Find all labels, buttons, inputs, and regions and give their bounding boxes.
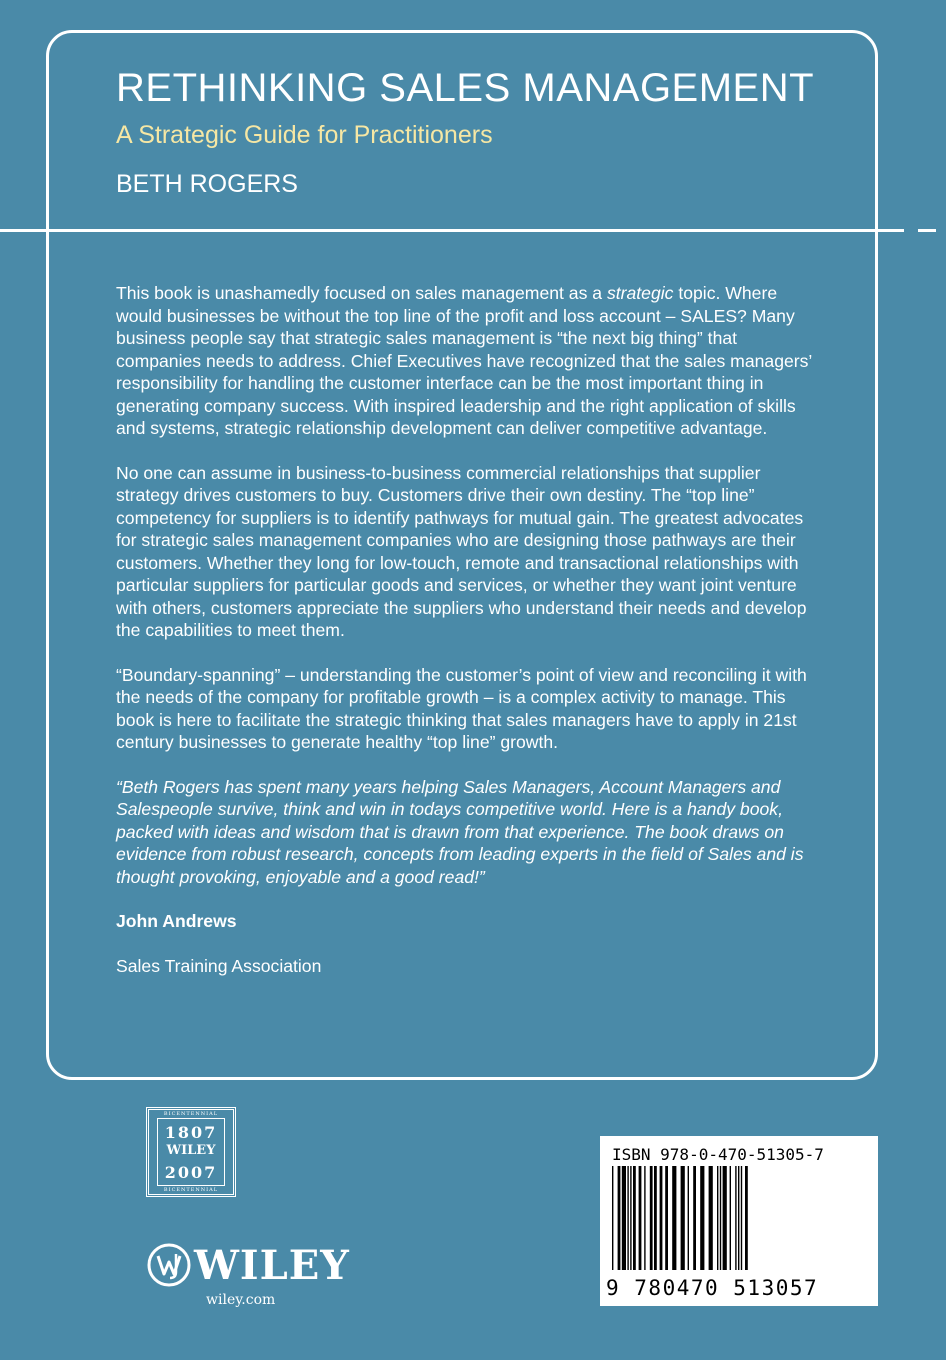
barcode-bar	[745, 1166, 748, 1270]
bicentennial-brand: WILEY	[166, 1143, 216, 1158]
barcode-bar	[633, 1166, 636, 1270]
isbn-label: ISBN 978-0-470-51305-7	[612, 1145, 824, 1164]
wiley-jw-icon	[146, 1242, 192, 1288]
barcode-digits: 9 780470 513057	[606, 1276, 819, 1300]
testimonial-name: John Andrews	[116, 911, 237, 931]
bicentennial-ring-text-bottom: BICENTENNIAL	[163, 1187, 219, 1193]
barcode-bar	[735, 1166, 736, 1270]
testimonial-quote: “Beth Rogers has spent many years helping Sales Managers, Account Managers and Salespeople survive, think and win in todays competitive world. Here is a handy book, packed with ideas and wisdom that is drawn from that experience. The book draws on evidence from robust research, concepts from leading experts in the field of Sales and is thought provoking, enjoyable and a good read!”	[116, 776, 804, 887]
barcode-panel	[600, 1136, 878, 1306]
barcode-bar	[654, 1166, 657, 1270]
barcode-bar	[738, 1166, 739, 1270]
barcode-bar	[660, 1166, 663, 1270]
blurb-p1-end: topic. Where would businesses be without the top line of the profit and loss account – SALES? Many business people say that strategic sales management is “the next big thing” that companies needs to address. Chief Executives have recognized that the sales managers’ responsibility for handling the customer interface can be the most important thing in generating company success. With inspired leadership and the right application of skills and systems, strategic relationship development can deliver competitive advantage.	[116, 283, 812, 438]
bicentennial-year-start: 1807	[164, 1123, 218, 1142]
barcode-bar	[612, 1166, 613, 1270]
book-author: BETH ROGERS	[116, 170, 298, 198]
barcode-bar	[644, 1166, 645, 1270]
barcode-bar	[630, 1166, 631, 1270]
publisher-name: WILEY	[194, 1241, 350, 1289]
barcode-bar	[717, 1166, 718, 1270]
divider-dash	[918, 229, 936, 232]
barcode-bar	[720, 1166, 721, 1270]
testimonial-organization: Sales Training Association	[116, 955, 322, 976]
barcode-bar	[618, 1166, 621, 1270]
header-divider	[0, 229, 904, 232]
barcode-bar	[622, 1166, 626, 1270]
barcode-bar	[639, 1166, 642, 1270]
barcode-bar	[700, 1166, 704, 1270]
publisher-url: wiley.com	[206, 1292, 276, 1308]
blurb	[116, 282, 816, 999]
wiley-logo	[146, 1240, 350, 1290]
blurb-paragraph-1	[116, 282, 816, 440]
barcode-bar	[709, 1166, 713, 1270]
barcode-bar	[672, 1166, 676, 1270]
barcode-bar	[665, 1166, 668, 1270]
barcode-bars	[612, 1166, 866, 1276]
bicentennial-logo	[146, 1107, 236, 1197]
book-title: RETHINKING SALES MANAGEMENT	[116, 66, 815, 110]
bicentennial-year-end: 2007	[164, 1163, 218, 1182]
barcode-bar	[730, 1166, 731, 1270]
blurb-paragraph-3: “Boundary-spanning” – understanding the customer’s point of view and reconciling it with the needs of the company for profitable growth – is a complex activity to manage. This book is here to facilitate the strategic thinking that sales managers have to apply in 21st century businesses to generate healthy “top line” growth.	[116, 664, 807, 752]
barcode-bar	[627, 1166, 628, 1270]
barcode-bar	[741, 1166, 742, 1270]
blurb-p1-start: This book is unashamedly focused on sales management as a	[116, 283, 607, 303]
barcode-bar	[693, 1166, 696, 1270]
barcode-bar	[723, 1166, 727, 1270]
blurb-p1-emphasis: strategic	[606, 283, 674, 303]
book-subtitle: A Strategic Guide for Practitioners	[116, 121, 493, 149]
bicentennial-ring-text-top: BICENTENNIAL	[163, 1111, 219, 1117]
blurb-paragraph-2: No one can assume in business-to-business commercial relationships that supplier strategy drives customers to buy. Customers drive their own destiny. The “top line” competency for suppliers is to identify pathways for mutual gain. The greatest advocates for strategic sales management companies who are designing those pathways are their customers. Whether they long for low-touch, remote and transactional relationships with particular suppliers for particular goods and services, or whether they want joint venture with others, customers appreciate the suppliers who understand their needs and develop the capabilities to meet them.	[116, 462, 807, 640]
barcode-bar	[681, 1166, 685, 1270]
barcode-bar	[688, 1166, 689, 1270]
barcode-bar	[650, 1166, 653, 1270]
